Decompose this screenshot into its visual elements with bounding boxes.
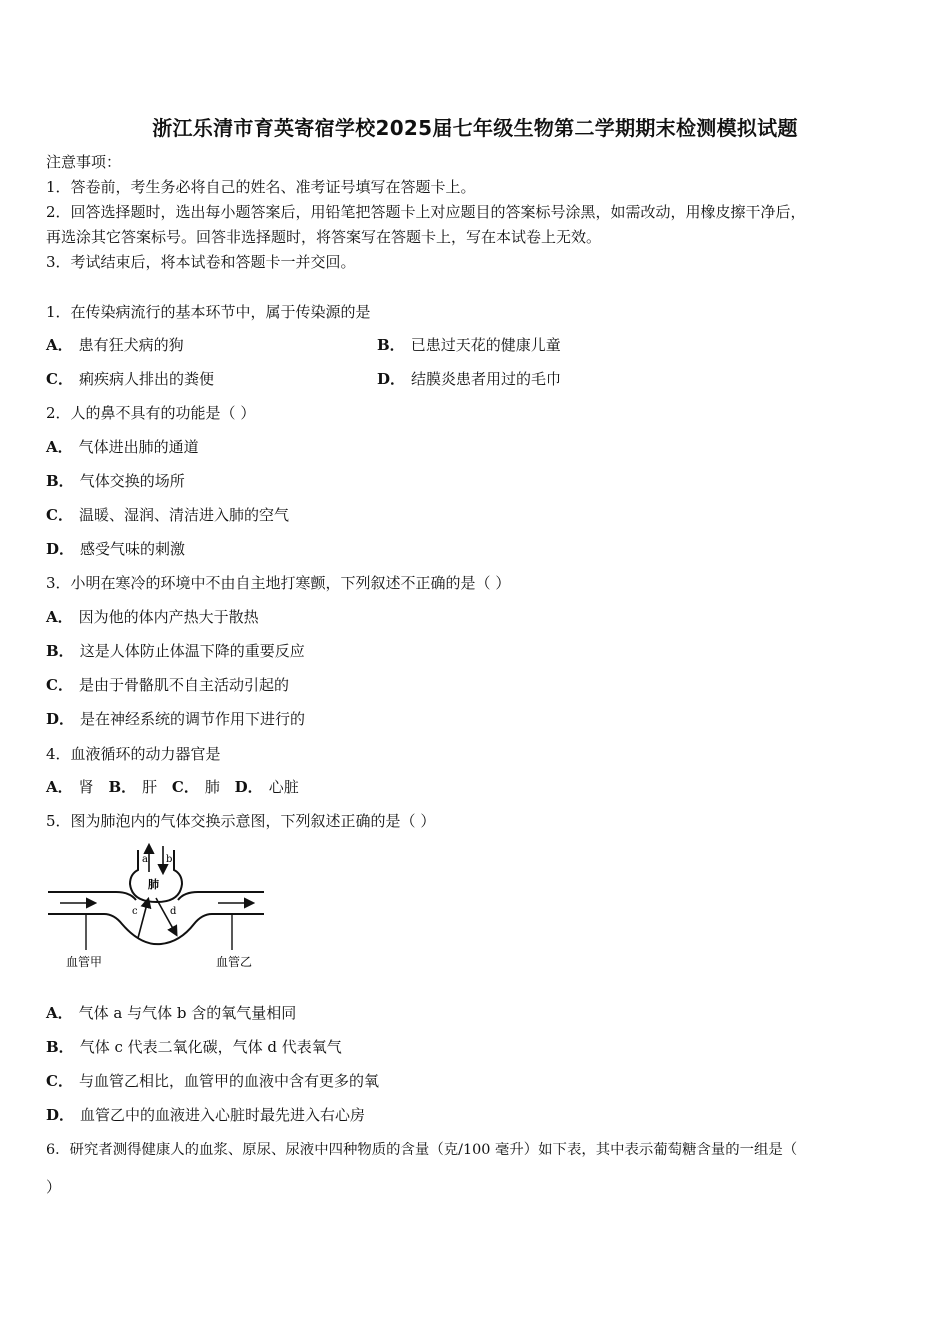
option-text: 患有狂犬病的狗 [78, 336, 184, 354]
option-d[interactable] [46, 539, 185, 559]
option-text: 这是人体防止体温下降的重要反应 [79, 642, 305, 660]
notice-item: 2．回答选择题时，选出每小题答案后，用铅笔把答题卡上对应题目的答案标号涂黑，如需改动，用橡皮擦干净后， [46, 203, 806, 221]
option-label: C． [171, 778, 199, 796]
option-text: 感受气味的刺激 [80, 540, 186, 558]
arrow-label: b [166, 854, 173, 865]
option-d[interactable] [46, 709, 305, 729]
option-text: 气体进出肺的通道 [78, 438, 199, 456]
option-b[interactable] [377, 335, 561, 355]
option-text: 因为他的体内产热大于散热 [78, 608, 259, 626]
option-text: 血管乙中的血液进入心脏时最先进入右心房 [80, 1106, 366, 1124]
option-b[interactable] [46, 641, 305, 661]
option-label: B． [377, 336, 405, 354]
option-label: C． [46, 1072, 73, 1090]
option-text: 已患过天花的健康儿童 [410, 336, 561, 354]
question-stem: 6．研究者测得健康人的血浆、原尿、尿液中四种物质的含量（克/100 毫升）如下表，其中表示葡萄糖含量的一组是（ [46, 1142, 798, 1158]
option-label: C． [46, 370, 73, 388]
option-label: A． [46, 336, 73, 354]
option-text: 痢疾病人排出的粪便 [78, 370, 214, 388]
option-label: B． [46, 472, 74, 490]
notice-heading: 注意事项： [46, 153, 122, 171]
option-label: C． [46, 676, 73, 694]
arrow-c [138, 900, 148, 938]
question-stem: 2．人的鼻不具有的功能是（ ） [46, 404, 256, 422]
question-stem: 5．图为肺泡内的气体交换示意图，下列叙述正确的是（ ） [46, 812, 436, 830]
option-text: 肝 [142, 778, 158, 796]
option-label: D． [46, 710, 75, 728]
option-text: 与血管乙相比，血管甲的血液中含有更多的氧 [78, 1072, 379, 1090]
page-title: 浙江乐清市育英寄宿学校2025届七年级生物第二学期期末检测模拟试题 [152, 116, 798, 140]
question-stem-continued: ） [46, 1178, 62, 1196]
option-label: D． [234, 778, 263, 796]
option-label: A． [46, 1004, 73, 1022]
option-c[interactable] [46, 1071, 379, 1091]
option-b[interactable] [46, 1037, 342, 1057]
option-a[interactable] [46, 437, 199, 457]
option-a[interactable] [46, 778, 94, 796]
option-text: 肾 [78, 778, 94, 796]
arrow-label: a [142, 854, 148, 865]
arrow-label: c [132, 906, 138, 917]
option-label: A． [46, 608, 73, 626]
option-text: 肺 [204, 778, 220, 796]
option-text: 气体 a 与气体 b 含的氧气量相同 [78, 1004, 297, 1022]
option-text: 结膜炎患者用过的毛巾 [411, 370, 562, 388]
option-a[interactable] [46, 335, 184, 355]
notice-item: 3．考试结束后，将本试卷和答题卡一并交回。 [46, 253, 356, 271]
option-text: 是由于骨骼肌不自主活动引起的 [78, 676, 289, 694]
lung-label: 肺 [148, 878, 159, 891]
option-c[interactable] [46, 505, 289, 525]
arrow-label: d [170, 906, 177, 917]
vessel-upper-wall [48, 892, 136, 900]
question-stem: 1．在传染病流行的基本环节中，属于传染源的是 [46, 303, 371, 321]
vessel-label-right: 血管乙 [216, 955, 253, 969]
option-d[interactable] [46, 1105, 365, 1125]
option-label: A． [46, 778, 73, 796]
option-label: A． [46, 438, 73, 456]
option-d[interactable] [235, 778, 299, 796]
option-text: 是在神经系统的调节作用下进行的 [80, 710, 306, 728]
notice-item: 再选涂其它答案标号。回答非选择题时，将答案写在答题卡上，写在本试卷上无效。 [46, 228, 602, 246]
alveolus [130, 850, 182, 902]
option-label: D． [377, 370, 406, 388]
option-label: D． [46, 1106, 75, 1124]
vessel-label-left: 血管甲 [66, 955, 103, 969]
notice-item: 1．答卷前，考生务必将自己的姓名、准考证号填写在答题卡上。 [46, 178, 476, 196]
question-stem: 3．小明在寒冷的环境中不由自主地打寒颤，下列叙述不正确的是（ ） [46, 574, 511, 592]
option-c[interactable] [46, 369, 214, 389]
vessel-upper-wall [178, 892, 264, 900]
inline-options [46, 777, 309, 797]
option-label: B． [46, 1038, 74, 1056]
option-label: D． [46, 540, 75, 558]
option-label: B． [108, 778, 137, 796]
option-label: B． [46, 642, 74, 660]
option-b[interactable] [46, 471, 185, 491]
question-stem: 4．血液循环的动力器官是 [46, 745, 221, 763]
option-text: 气体交换的场所 [79, 472, 185, 490]
alveolus-gas-exchange-diagram [46, 842, 268, 970]
option-c[interactable] [172, 778, 220, 796]
option-a[interactable] [46, 1003, 296, 1023]
option-d[interactable] [377, 369, 561, 389]
option-text: 温暖、湿润、清洁进入肺的空气 [78, 506, 289, 524]
option-text: 气体 c 代表二氧化碳，气体 d 代表氧气 [79, 1038, 342, 1056]
option-c[interactable] [46, 675, 289, 695]
option-label: C． [46, 506, 73, 524]
option-text: 心脏 [268, 778, 299, 796]
option-a[interactable] [46, 607, 259, 627]
option-b[interactable] [108, 778, 157, 796]
